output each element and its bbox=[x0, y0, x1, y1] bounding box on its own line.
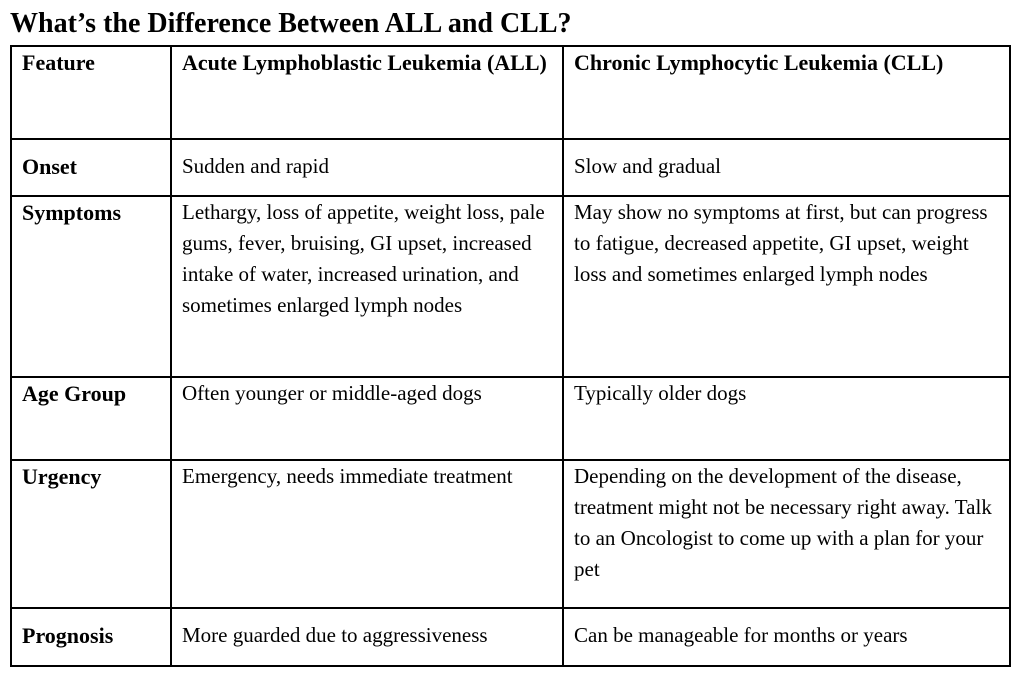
table-row-prognosis bbox=[11, 608, 1010, 666]
row-label-age-group: Age Group bbox=[11, 377, 171, 460]
comparison-table bbox=[10, 45, 1011, 667]
table-row-symptoms bbox=[11, 196, 1010, 377]
page-title: What’s the Difference Between ALL and CLL? bbox=[10, 8, 572, 39]
row-label-prognosis: Prognosis bbox=[11, 608, 171, 666]
cell-cll-prognosis: Can be manageable for months or years bbox=[563, 608, 1010, 666]
cell-all-onset: Sudden and rapid bbox=[171, 139, 563, 196]
table-row-onset bbox=[11, 139, 1010, 196]
cell-cll-age-group: Typically older dogs bbox=[563, 377, 1010, 460]
table-row-age-group bbox=[11, 377, 1010, 460]
table-row-urgency bbox=[11, 460, 1010, 608]
header-all: Acute Lymphoblastic Leukemia (ALL) bbox=[171, 46, 563, 139]
cell-cll-urgency: Depending on the development of the disease, treatment might not be necessary right away. Talk to an Oncologist to come up with a plan for your pet bbox=[563, 460, 1010, 608]
row-label-urgency: Urgency bbox=[11, 460, 171, 608]
header-cll: Chronic Lymphocytic Leukemia (CLL) bbox=[563, 46, 1010, 139]
cell-all-urgency: Emergency, needs immediate treatment bbox=[171, 460, 563, 608]
cell-cll-symptoms: May show no symptoms at first, but can progress to fatigue, decreased appetite, GI upset, weight loss and sometimes enlarged lymph nodes bbox=[563, 196, 1010, 377]
table-header-row bbox=[11, 46, 1010, 139]
row-label-onset: Onset bbox=[11, 139, 171, 196]
cell-all-symptoms: Lethargy, loss of appetite, weight loss, pale gums, fever, bruising, GI upset, increased intake of water, increased urination, and sometimes enlarged lymph nodes bbox=[171, 196, 563, 377]
cell-all-prognosis: More guarded due to aggressiveness bbox=[171, 608, 563, 666]
cell-cll-onset: Slow and gradual bbox=[563, 139, 1010, 196]
cell-all-age-group: Often younger or middle-aged dogs bbox=[171, 377, 563, 460]
row-label-symptoms: Symptoms bbox=[11, 196, 171, 377]
header-feature: Feature bbox=[11, 46, 171, 139]
